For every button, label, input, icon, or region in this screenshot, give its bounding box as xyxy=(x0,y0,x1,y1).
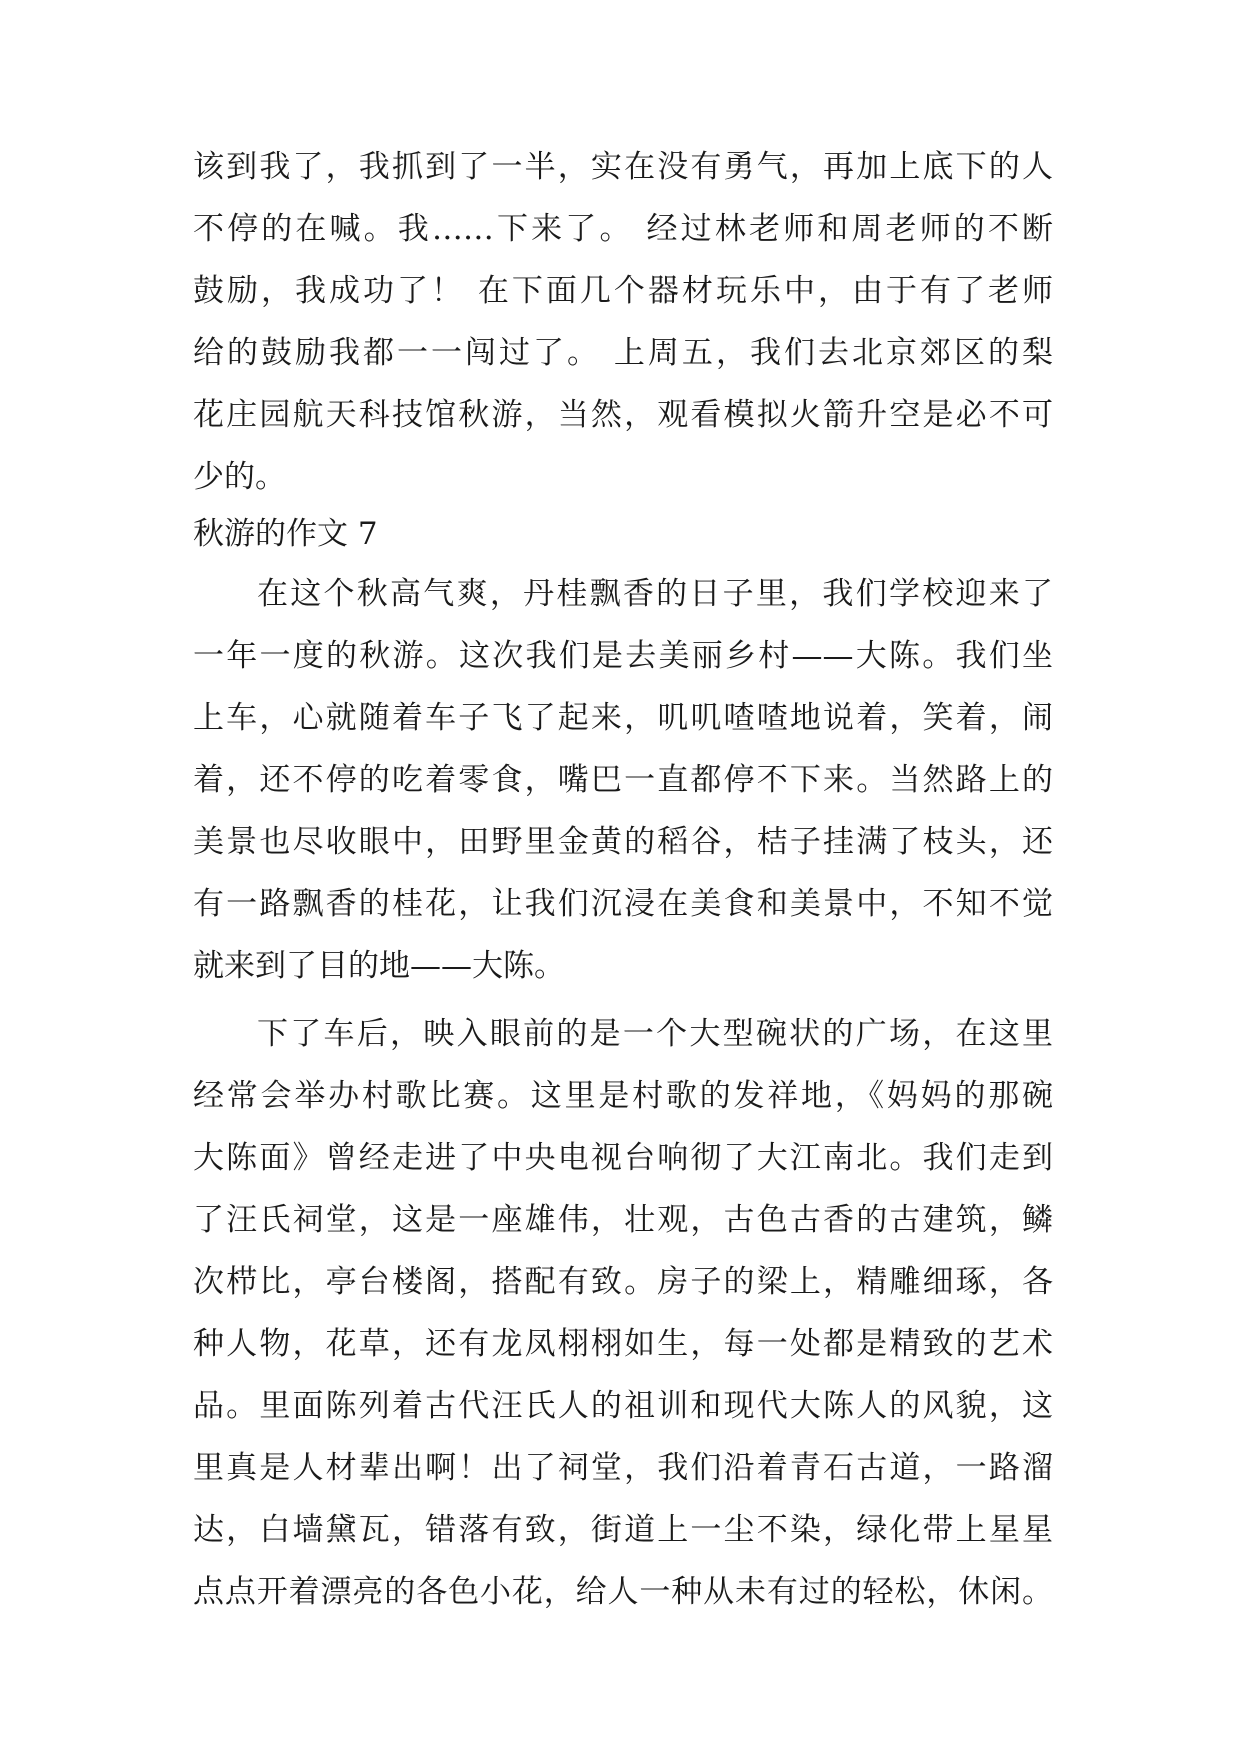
text-line: 种人物，花草，还有龙凤栩栩如生，每一处都是精致的艺术 xyxy=(193,1326,1053,1362)
text-line: 了汪氏祠堂，这是一座雄伟，壮观，古色古香的古建筑，鳞 xyxy=(193,1202,1053,1238)
text-line: 着，还不停的吃着零食，嘴巴一直都停不下来。当然路上的 xyxy=(193,762,1053,798)
text-line: 达，白墙黛瓦，错落有致，街道上一尘不染，绿化带上星星 xyxy=(193,1512,1053,1548)
text-line: 少的。 xyxy=(193,459,286,495)
text-line: 不停的在喊。我……下来了。 经过林老师和周老师的不断 xyxy=(193,211,1053,247)
text-line: 点点开着漂亮的各色小花，给人一种从未有过的轻松，休闲。 xyxy=(193,1574,1053,1610)
text-line: 一年一度的秋游。这次我们是去美丽乡村——大陈。我们坐 xyxy=(193,638,1053,674)
text-line: 次栉比，亭台楼阁，搭配有致。房子的梁上，精雕细琢，各 xyxy=(193,1264,1053,1300)
text-line: 品。里面陈列着古代汪氏人的祖训和现代大陈人的风貌，这 xyxy=(193,1388,1053,1424)
text-line: 里真是人材辈出啊！出了祠堂，我们沿着青石古道，一路溜 xyxy=(193,1450,1053,1486)
text-line: 有一路飘香的桂花，让我们沉浸在美食和美景中，不知不觉 xyxy=(193,886,1053,922)
text-line: 美景也尽收眼中，田野里金黄的稻谷，桔子挂满了枝头，还 xyxy=(193,824,1053,860)
text-line: 就来到了目的地——大陈。 xyxy=(193,948,565,984)
text-line: 在这个秋高气爽，丹桂飘香的日子里，我们学校迎来了 xyxy=(257,576,1053,612)
text-line: 给的鼓励我都一一闯过了。 上周五，我们去北京郊区的梨 xyxy=(193,335,1053,371)
text-line: 花庄园航天科技馆秋游，当然，观看模拟火箭升空是必不可 xyxy=(193,397,1053,433)
text-line: 下了车后，映入眼前的是一个大型碗状的广场，在这里 xyxy=(257,1016,1053,1052)
text-line: 大陈面》曾经走进了中央电视台响彻了大江南北。我们走到 xyxy=(193,1140,1053,1176)
section-heading: 秋游的作文 7 xyxy=(193,516,378,552)
text-line: 鼓励，我成功了！ 在下面几个器材玩乐中，由于有了老师 xyxy=(193,273,1053,309)
text-line: 经常会举办村歌比赛。这里是村歌的发祥地，《妈妈的那碗 xyxy=(193,1078,1053,1114)
text-line: 该到我了，我抓到了一半，实在没有勇气，再加上底下的人 xyxy=(193,149,1053,185)
text-line: 上车，心就随着车子飞了起来，叽叽喳喳地说着，笑着，闹 xyxy=(193,700,1053,736)
